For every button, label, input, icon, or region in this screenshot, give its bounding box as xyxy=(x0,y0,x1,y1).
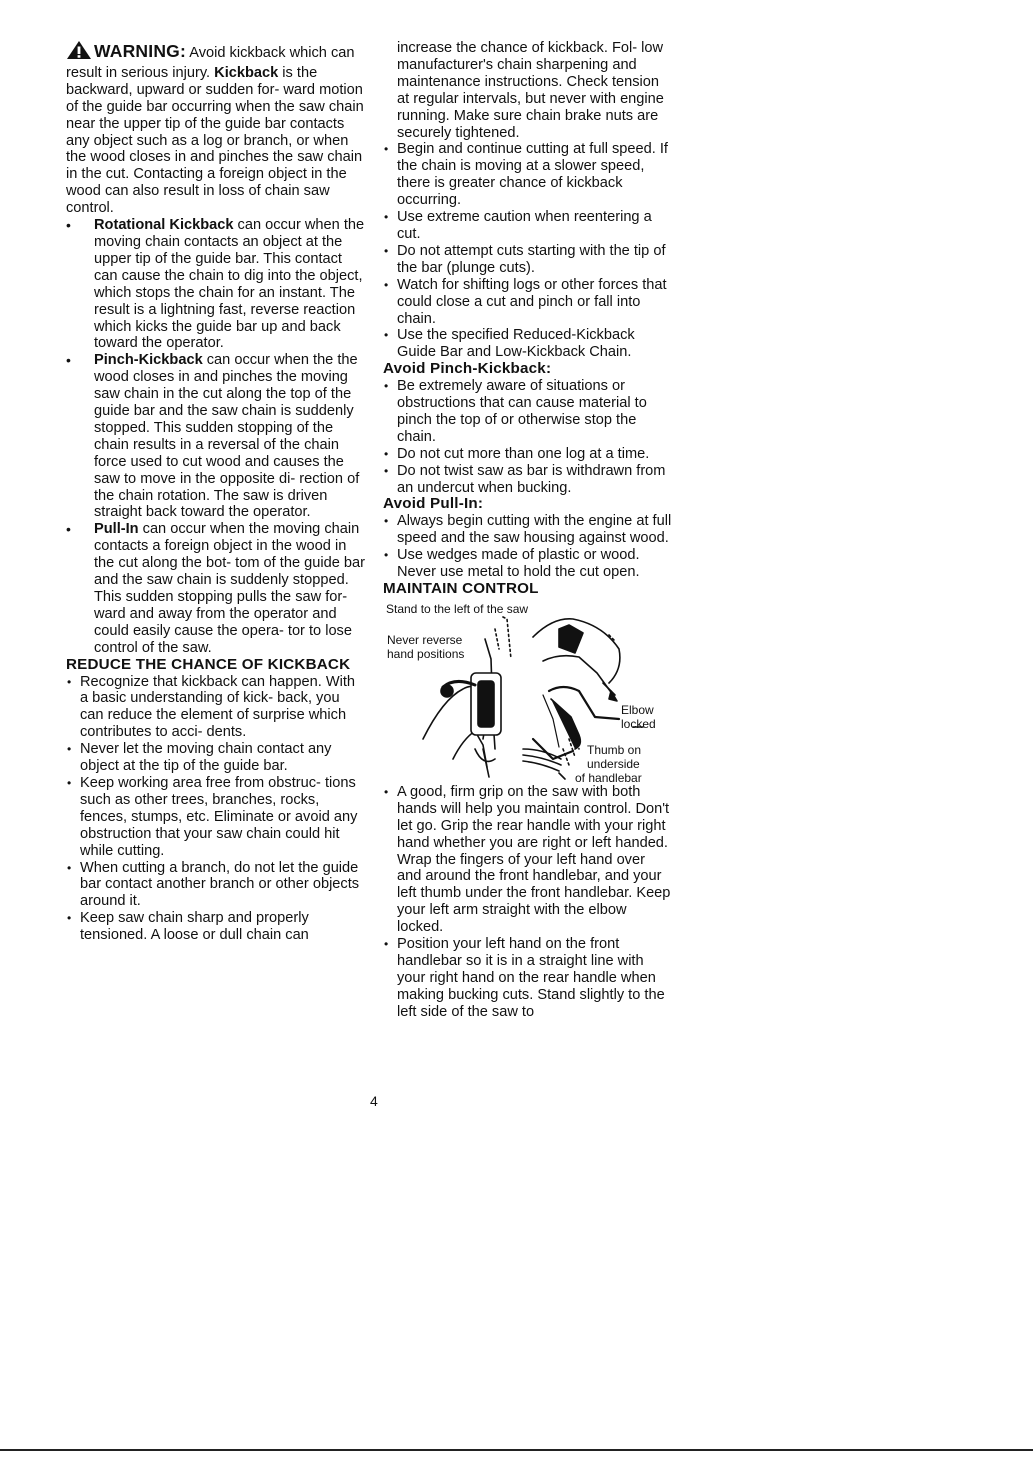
list-item: • Do not twist saw as bar is withdrawn from an undercut when bucking. xyxy=(383,463,673,497)
maintain-control-list xyxy=(383,784,673,1021)
figure-caption: Stand to the left of the saw xyxy=(386,601,529,616)
list-item-text: can occur when the moving chain contacts a foreign object in the wood in the cut along the bot- tom of the guide bar and the saw chain is suddenly stopped. This sudden stopping pulls the saw for- ward and away from the operator and could easily cause the opera- tor to lose control of the saw. xyxy=(94,521,365,656)
page-number: 4 xyxy=(370,1093,378,1109)
term-pull-in: Pull-In xyxy=(94,521,139,538)
list-item: • Keep saw chain sharp and properly tensioned. A loose or dull chain can xyxy=(66,910,366,944)
continued-list xyxy=(383,141,673,361)
list-item: • Use wedges made of plastic or wood. Never use metal to hold the cut open. xyxy=(383,547,673,581)
list-item: • When cutting a branch, do not let the guide bar contact another branch or other objects around it. xyxy=(66,860,366,911)
right-column xyxy=(383,40,673,1021)
warning-title: WARNING: xyxy=(94,41,187,61)
list-item: • Use the specified Reduced-Kickback Guide Bar and Low-Kickback Chain. xyxy=(383,327,673,361)
list-item: • Begin and continue cutting at full speed. If the chain is moving at a slower speed, there is greater chance of kickback occurring. xyxy=(383,141,673,209)
grip-illustration xyxy=(383,599,673,785)
warning-text-pre: Avoid kickback which can result in serious injury. xyxy=(66,45,355,81)
avoid-pinch-list xyxy=(383,378,673,496)
term-rotational-kickback: Rotational Kickback xyxy=(94,217,234,234)
list-item: • Position your left hand on the front handlebar so it is in a straight line with your right hand on the rear handle when making bucking cuts. Stand slightly to the left side of the saw to xyxy=(383,936,673,1021)
bottom-border-line xyxy=(0,1449,1033,1451)
list-item: • Watch for shifting logs or other forces that could close a cut and pinch or fall into chain. xyxy=(383,277,673,328)
list-item: • Do not attempt cuts starting with the tip of the bar (plunge cuts). xyxy=(383,243,673,277)
list-item: • Always begin cutting with the engine at full speed and the saw housing against wood. xyxy=(383,513,673,547)
list-item xyxy=(66,352,366,521)
maintain-control-heading: MAINTAIN CONTROL xyxy=(383,580,539,597)
reduce-kickback-heading: REDUCE THE CHANCE OF KICKBACK xyxy=(66,655,351,673)
kickback-term: Kickback xyxy=(214,64,279,81)
label-hand-positions: hand positions xyxy=(387,646,465,661)
list-item: • Do not cut more than one log at a time. xyxy=(383,446,673,463)
label-underside: underside xyxy=(587,756,640,771)
chainsaw-grip-drawing xyxy=(383,599,673,781)
warning-paragraph xyxy=(66,40,366,217)
avoid-pinch-heading: Avoid Pinch-Kickback: xyxy=(383,360,552,378)
label-elbow: Elbow xyxy=(621,702,654,717)
avoid-pull-in-list xyxy=(383,513,673,581)
list-item xyxy=(66,521,366,656)
label-of-handlebar: of handlebar xyxy=(575,770,642,785)
list-item-text: can occur when the the wood closes in and pinches the moving saw chain in the cut along the top of the guide bar and the saw chain is suddenly stopped. This sudden stopping of the chain results in a reversal of the chain force used to cut wood and causes the saw to move in the opposite di- rection of the chain rotation. The saw is driven straight back toward the operator. xyxy=(94,352,360,521)
continued-paragraph: increase the chance of kickback. Fol- low manufacturer's chain sharpening and maintenance instructions. Check tension at regular intervals, but never with engine running. Make sure chain brake nuts are securely tightened. xyxy=(397,40,664,141)
list-item: • Be extremely aware of situations or obstructions that can cause material to pinch the top of or otherwise stop the chain. xyxy=(383,378,673,446)
left-column xyxy=(66,40,366,944)
label-locked: locked xyxy=(621,716,656,731)
warning-triangle-icon xyxy=(66,40,92,65)
list-item xyxy=(66,217,366,352)
list-item: • Never let the moving chain contact any object at the tip of the guide bar. xyxy=(66,741,366,775)
list-item: • Recognize that kickback can happen. With a basic understanding of kick- back, you can reduce the element of surprise which contributes to acci- dents. xyxy=(66,674,366,742)
avoid-pull-in-heading: Avoid Pull-In: xyxy=(383,495,484,513)
list-item: • Use extreme caution when reentering a cut. xyxy=(383,209,673,243)
warning-text-post: is the backward, upward or sudden for- ward motion of the guide bar occurring when the saw chain near the upper tip of the guide bar contacts any object such as a log or branch, or when the wood closes in and pinches the saw chain in the cut. Contacting a foreign object in the wood can also result in loss of chain saw control. xyxy=(66,64,364,217)
kickback-types-list xyxy=(66,217,366,657)
list-item-text: can occur when the moving chain contacts an object at the upper tip of the guide bar. This contact can cause the chain to dig into the object, which stops the chain for an instant. The result is a lightning fast, reverse reaction which kicks the guide bar up and back toward the operator. xyxy=(94,217,365,352)
label-thumb-on: Thumb on xyxy=(587,742,642,757)
label-never-reverse: Never reverse xyxy=(387,632,463,647)
reduce-kickback-list xyxy=(66,674,366,945)
list-item: • A good, firm grip on the saw with both hands will help you maintain control. Don't let go. Grip the rear handle with your right hand whether you are right or left handed. Wrap the fingers of your left hand over and around the front handlebar, and your left thumb under the front handlebar. Keep your left arm straight with the elbow locked. xyxy=(383,784,673,936)
list-item: • Keep working area free from obstruc- tions such as other trees, branches, rocks, fences, stumps, etc. Eliminate or avoid any obstruction that your saw chain could hit while cutting. xyxy=(66,775,366,860)
term-pinch-kickback: Pinch-Kickback xyxy=(94,352,203,369)
